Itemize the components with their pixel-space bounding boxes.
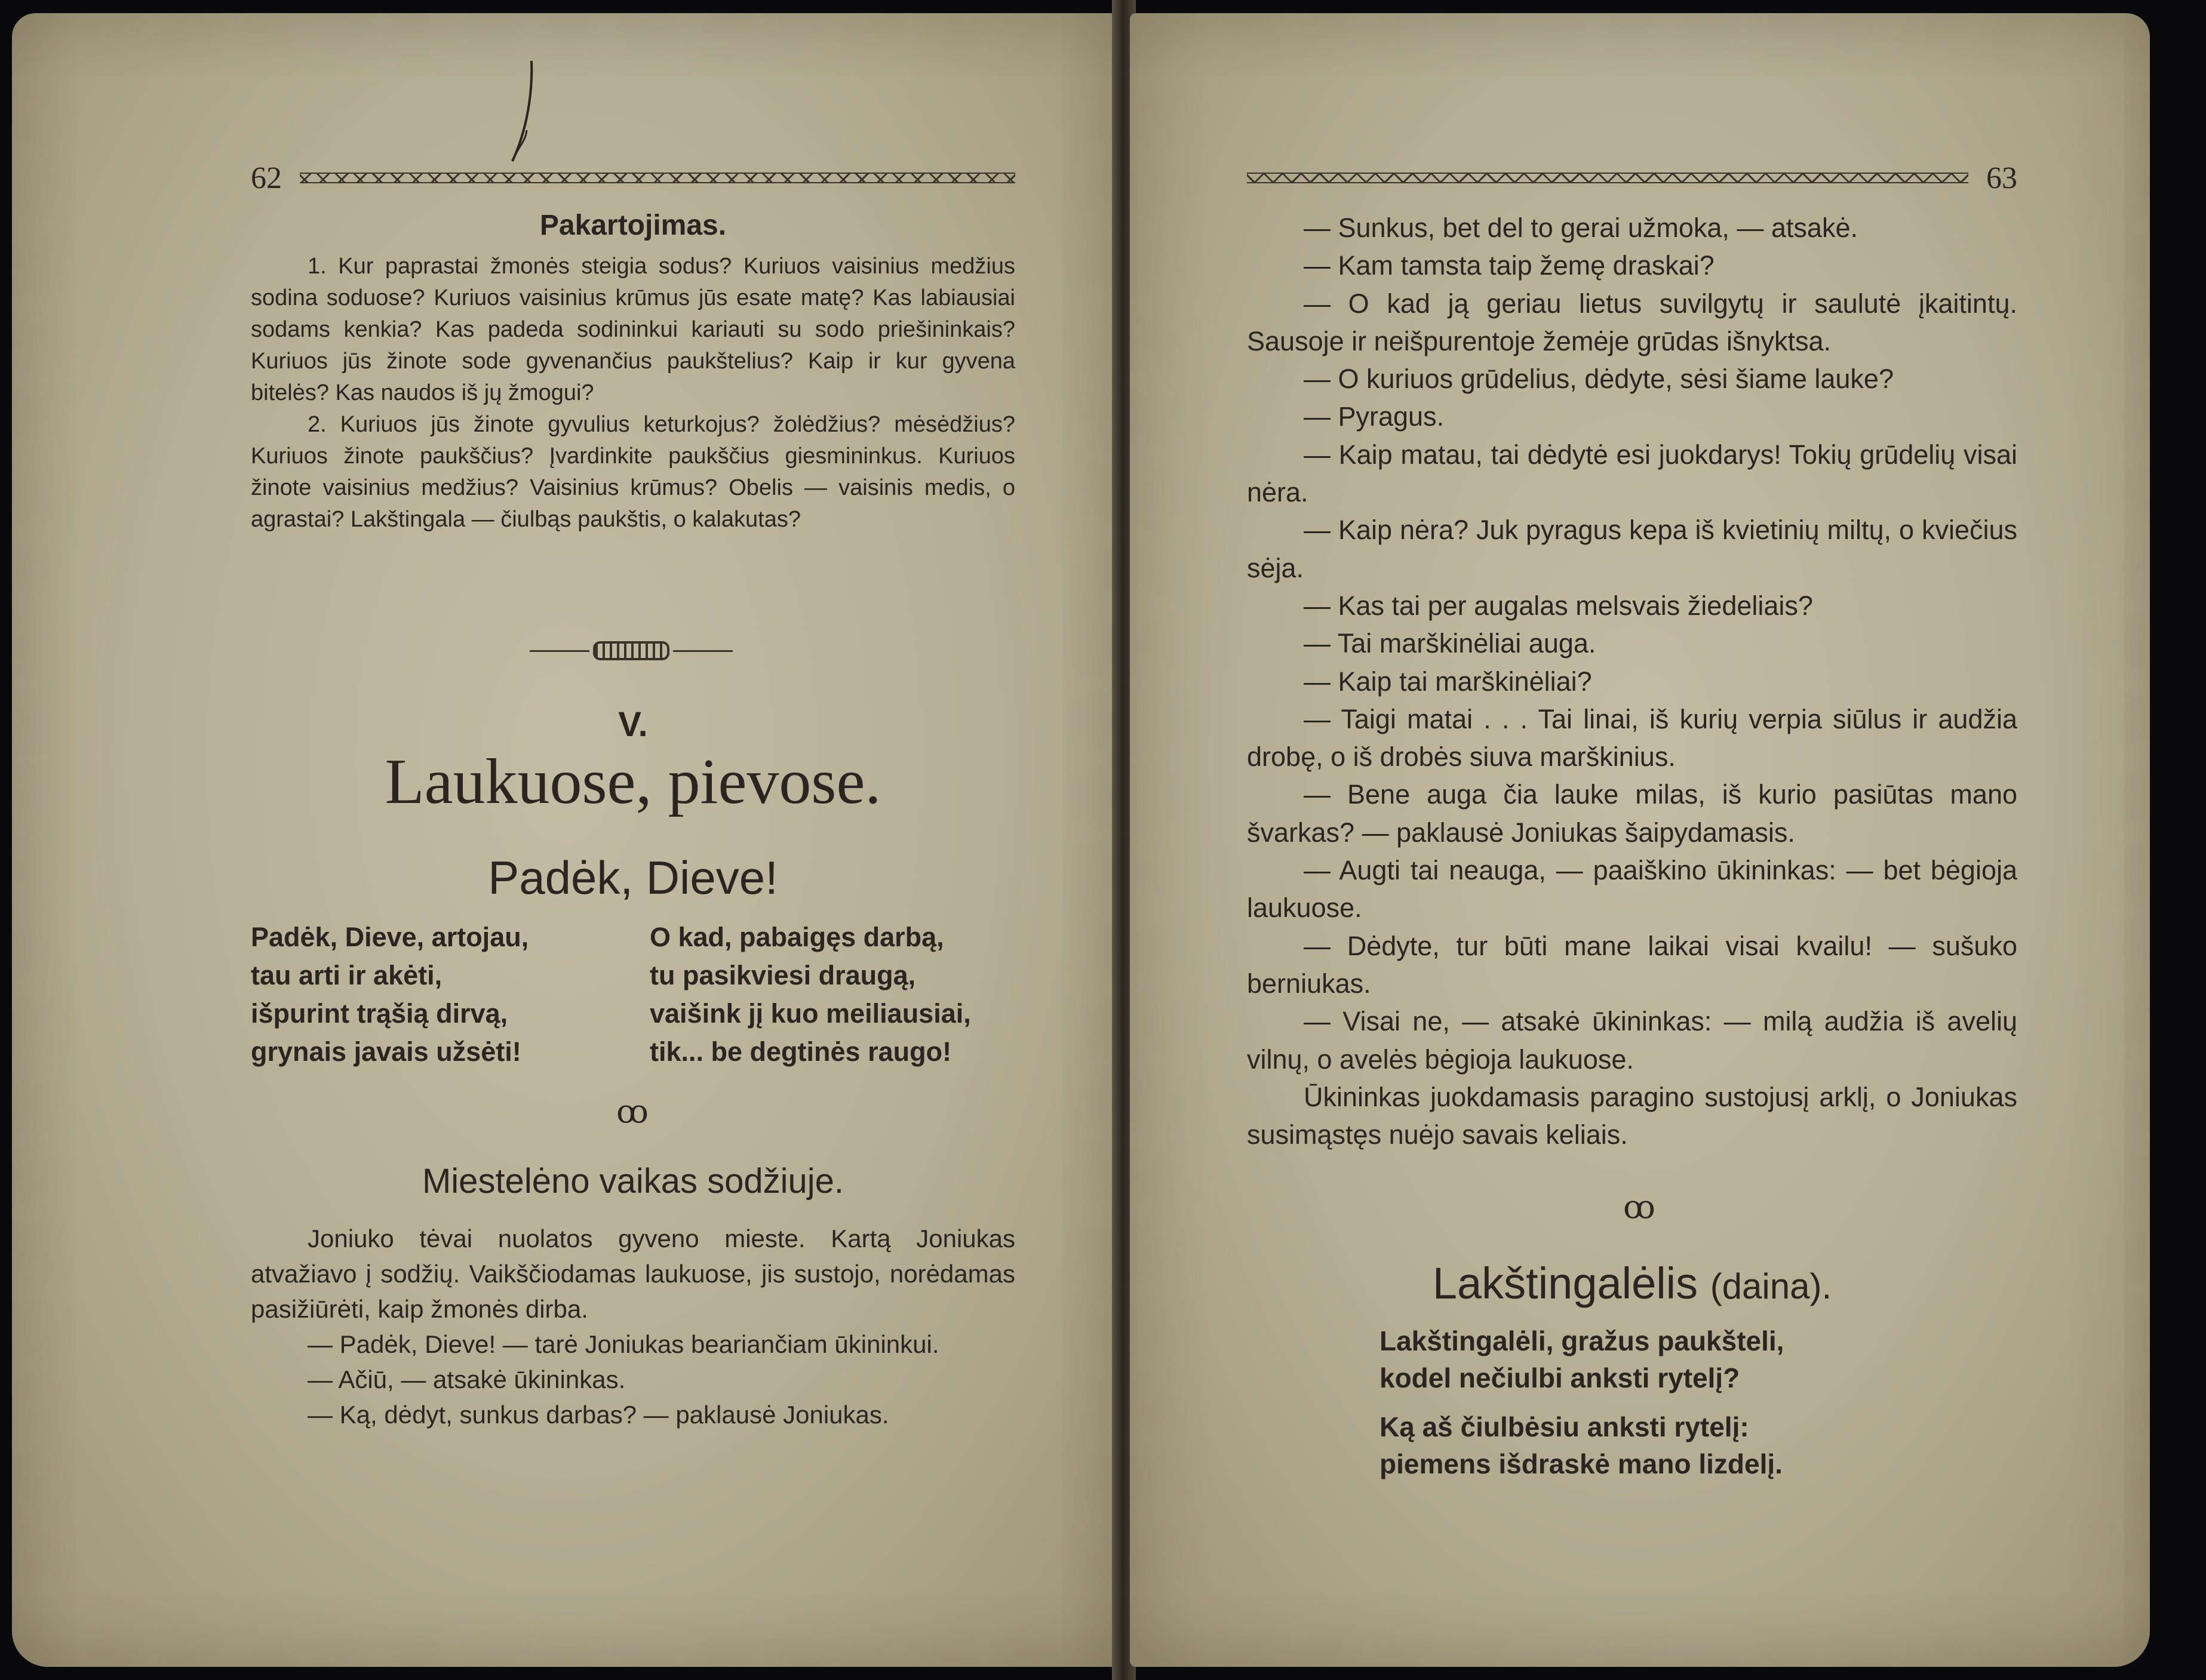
story-paragraph: — Ačiū, — atsakė ūkininkas. (308, 1365, 626, 1393)
poem-line: vaišink jį kuo meiliausiai, (650, 998, 971, 1029)
dialogue-line: — Augti tai neauga, — paaiškino ūkininkas: — bet bėgioja laukuose. (1247, 855, 2017, 924)
dialogue-line: Ūkininkas juokdamasis paragino sustojusį arklį, o Joniukas susimąstęs nuėjo savais keliais. (1247, 1081, 2017, 1150)
page-number: 62 (251, 161, 282, 195)
handwritten-mark (509, 59, 539, 166)
song-line: piemens išdraskė mano lizdelį. (1379, 1448, 1783, 1479)
flourish-ornament: ꝏ (1623, 1188, 1655, 1226)
poem-line: tau arti ir akėti, (251, 960, 443, 990)
dialogue-line: — Pyragus. (1304, 401, 1445, 432)
song-verse (1379, 1322, 1977, 1482)
poem-line: Padėk, Dieve, artojau, (251, 922, 529, 952)
page-number: 63 (1986, 161, 2017, 195)
dialogue-text (1247, 209, 2017, 1153)
poem-title: Padėk, Dieve! (488, 851, 778, 904)
header-ornament (300, 173, 1015, 183)
dialogue-line: — Dėdyte, tur būti mane laikai visai kvailu! — sušuko berniukas. (1247, 930, 2017, 999)
chapter-number: V. (618, 705, 648, 744)
dialogue-line: — Kas tai per augalas melsvais žiedeliais? (1304, 590, 1813, 621)
dialogue-line: — Kaip tai marškinėliai? (1304, 666, 1592, 697)
header-ornament (1247, 173, 1968, 183)
dialogue-line: — O kuriuos grūdelius, dėdyte, sėsi šiame lauke? (1304, 364, 1894, 395)
dialogue-line: — O kad ją geriau lietus suvilgytų ir saulutė įkaitintų. Sausoje ir neišpurentoje žemėje grūdas išnyktsa. (1247, 288, 2017, 356)
review-paragraph-2: 2. Kuriuos jūs žinote gyvulius keturkojus? žolėdžius? mėsėdžius? Kuriuos žinote paukščius? Įvardinkite paukščius giesmininkus. Kuriuos žinote vaisinius medžius? Vaisinius krūmus? Obelis — vaisinis medis, o agrastai? Lakštingala — čiulbąs paukštis, o kalakutas? (251, 412, 1015, 532)
review-questions (251, 251, 1015, 536)
song-line: Lakštingalėli, gražus paukšteli, (1379, 1325, 1784, 1356)
story-paragraph: Joniuko tėvai nuolatos gyveno mieste. Kartą Joniukas atvažiavo į sodžių. Vaikščiodamas laukuose, jis sustojo, norėdamas pasižiūrėti, kaip žmonės dirba. (251, 1224, 1015, 1323)
left-page-header (251, 160, 1015, 196)
dialogue-line: — Taigi matai . . . Tai linai, iš kurių verpia siūlus ir audžia drobę, o iš drobės siuva marškinius. (1247, 703, 2017, 773)
song-heading (1247, 1254, 2017, 1316)
story-title: Miestelėno vaikas sodžiuje. (422, 1162, 844, 1201)
dialogue-line: — Visai ne, — atsakė ūkininkas: — milą audžia iš avelių vilnų, o avelės bėgioja laukuose. (1247, 1006, 2017, 1075)
song-subtitle: (daina). (1710, 1266, 1832, 1306)
poem-line: tu pasikviesi draugą, (650, 960, 916, 990)
flourish-ornament: ꝏ (616, 1093, 649, 1130)
section-heading: Pakartojimas. (539, 210, 727, 241)
section-divider (530, 639, 733, 663)
song-line: kodel nečiulbi anksti rytelį? (1379, 1362, 1740, 1393)
poem-line: tik... be degtinės raugo! (650, 1036, 952, 1067)
poem-column-left (251, 918, 609, 1071)
song-line: Ką aš čiulbėsiu anksti rytelį: (1379, 1411, 1749, 1442)
poem-column-right (650, 918, 1032, 1071)
poem-line: O kad, pabaigęs darbą, (650, 922, 944, 952)
dialogue-line: — Kaip nėra? Juk pyragus kepa iš kvietinių miltų, o kviečius sėja. (1247, 515, 2017, 583)
poem-line: išpurint trąšią dirvą, (251, 998, 508, 1029)
story-paragraph: — Ką, dėdyt, sunkus darbas? — paklausė Joniukas. (308, 1401, 889, 1429)
story-text (251, 1221, 1015, 1432)
right-page-header (1247, 160, 2017, 196)
dialogue-line: — Kaip matau, tai dėdytė esi juokdarys! Tokių grūdelių visai nėra. (1247, 439, 2017, 508)
chapter-title: Laukuose, pievose. (385, 746, 881, 817)
poem-line: grynais javais užsėti! (251, 1036, 521, 1067)
song-title: Lakštingalėlis (1432, 1259, 1698, 1308)
story-paragraph: — Padėk, Dieve! — tarė Joniukas beariančiam ūkininkui. (308, 1330, 939, 1358)
dialogue-line: — Tai marškinėliai auga. (1304, 628, 1596, 659)
dialogue-line: — Sunkus, bet del to gerai užmoka, — atsakė. (1304, 213, 1858, 243)
dialogue-line: — Bene auga čia lauke milas, iš kurio pasiūtas mano švarkas? — paklausė Joniukas šaipydamasis. (1247, 779, 2017, 848)
review-paragraph-1: 1. Kur paprastai žmonės steigia sodus? Kuriuos vaisinius medžius sodina soduose? Kuriuos vaisinius krūmus jūs esate matę? Kas labiausiai sodams kenkia? Kas padeda sodininkui kariauti su sodo priešininkais? Kuriuos jūs žinote sode gyvenančius paukštelius? Kaip ir kur gyvena bitelės? Kas naudos iš jų žmogui? (251, 254, 1015, 405)
dialogue-line: — Kam tamsta taip žemę draskai? (1304, 250, 1715, 281)
